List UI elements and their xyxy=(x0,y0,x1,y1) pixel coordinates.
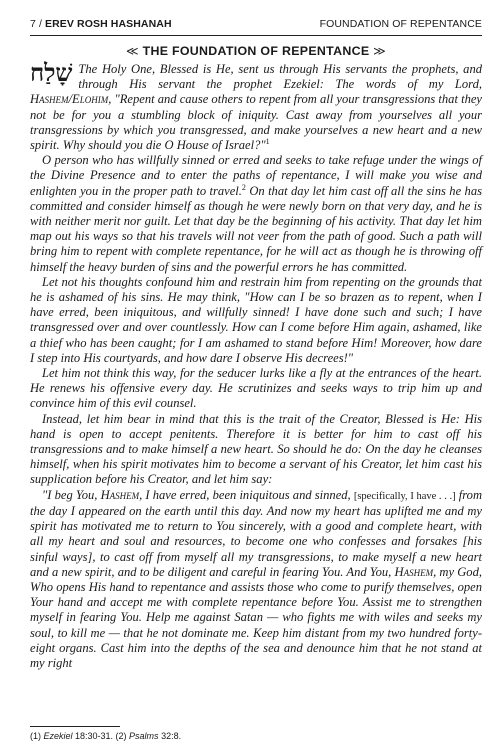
divine-name: Hashem xyxy=(394,564,434,579)
header-left xyxy=(30,18,172,30)
book-title: EREV ROSH HASHANAH xyxy=(45,18,172,30)
paragraph-1 xyxy=(30,58,482,153)
paragraph-4: Let him not think this way, for the seducer lurks like a fly at the entrances of the heart. He renews his offensive every day. He scrutinizes and seeks ways to trip him up and convince him of this evil counsel. xyxy=(30,366,482,411)
title-ornament-left: ≪ xyxy=(125,44,139,58)
divine-name: Hashem/Elohim xyxy=(30,92,109,107)
paragraph-2-text-a: O person who has willfully sinned or erred and seeks to take refuge under the wings of the Divine Presence and to enter the paths of repentance, I will make you wise and enlighten you in the proper path to travel. xyxy=(30,153,482,198)
page xyxy=(30,18,482,746)
footnote-2-book: Psalms xyxy=(129,731,159,741)
paragraph-2-text-b: On that day let him cast off all the sins he has committed and consider himself as though he were newly born on that very day, and he is with neither merit nor guilt. Let that day be the beginning of his activity. That day let him map out his ways so that his travels will not veer from the path of good. Such a path will bring him to repent with complete repentance, for he will act as though he is throwing off himself the heavy burden of sins and the powerful errors he has committed. xyxy=(30,183,482,274)
title-ornament-right: ≫ xyxy=(373,44,387,58)
running-header xyxy=(30,18,482,32)
section-title: FOUNDATION OF REPENTANCE xyxy=(319,18,482,30)
footnote-ref-2: 2 xyxy=(241,182,246,192)
paragraph-6-text-c: from the day I appeared on the earth until this day. And now my heart has uplifted me and my spirit has motivated me to return to You sincerely, with a good and complete heart, with all my heart and soul and resources, to become one who confesses and forsakes [his sinful ways], to cast off from myself all my transgressions, to make myself a new heart and a new spirit, and to be diligent and careful in fearing You. And You, xyxy=(30,487,483,579)
footnote-2-number: (2) xyxy=(115,731,130,741)
bracketed-note: [specifically, I have . . .] xyxy=(353,490,456,502)
chapter-title xyxy=(30,44,482,60)
footnotes xyxy=(30,731,181,741)
footnote-1-book: Ezekiel xyxy=(43,731,73,741)
header-separator: / xyxy=(35,18,46,30)
paragraph-3: Let not his thoughts confound him and restrain him from repenting on the grounds that he is ashamed of his sins. He may think, "How can I be so brazen as to repent, when I have erred, been iniquitous, and willfully sinned! I have done such and such; I have transgressed over and over countlessly. How can I come before Him again, ashamed, like a thief who has been caught; for I am ashamed to stand before Him! Moreover, how dare I step into His courtyards, and how dare I observe His decrees!" xyxy=(30,274,482,365)
chapter-title-text: THE FOUNDATION OF REPENTANCE xyxy=(142,44,370,58)
paragraph-5: Instead, let him bear in mind that this is the trait of the Creator, Blessed is He: His hand is open to accept penitents. Therefore it is better for him to cast off his transgressions and to make himself a new heart. So should he do: On the day he cleanses himself, when his spirit motivates him to become a servant of his Creator, let him cast his supplication before his Creator, and let him say: xyxy=(30,411,482,487)
hebrew-opening-word: שָׁלַח xyxy=(30,58,73,87)
paragraph-1-text-a: The Holy One, Blessed is He, sent us through His servants the prophets, and through His servant the prophet Ezekiel: The words of my Lord, xyxy=(78,62,482,92)
footnote-1-number: (1) xyxy=(30,731,44,741)
footnote-ref-1: 1 xyxy=(265,136,270,146)
divine-name: Hashem xyxy=(100,487,140,502)
paragraph-6-text-b: , I have erred, been iniquitous and sinned, xyxy=(139,487,354,502)
footnote-1-ref: 18:30-31. xyxy=(72,731,116,741)
footnote-divider xyxy=(30,726,120,727)
paragraph-6-text-d: , my God, Who opens His hand to repentance and assists those who come to purify themselves, open Your hand and accept me with complete repentance before You. Assist me to strengthen myself in fearing You. Help me against Satan — who fights me with wiles and seeks my soul, to kill me — that he not dominate me. Keep him distant from my two hundred forty-eight organs. Cast him into the depths of the sea and denounce him that he not stand at my right xyxy=(30,564,482,670)
page-number: 7 xyxy=(30,18,36,30)
paragraph-6-text-a: "I beg You, xyxy=(42,487,101,502)
header-divider xyxy=(30,35,482,36)
paragraph-2 xyxy=(30,153,482,275)
footnote-2-ref: 32:8. xyxy=(158,731,182,741)
body-text xyxy=(30,58,483,671)
paragraph-6 xyxy=(30,488,482,671)
paragraph-1-text-b: , "Repent and cause others to repent from all your transgressions that they not be for you a stumbling block of iniquity. Cast away from yourselves all your transgressions by which you transgressed, and make yourselves a new heart and a new spirit. Why should you die O House of Israel?" xyxy=(30,92,482,153)
